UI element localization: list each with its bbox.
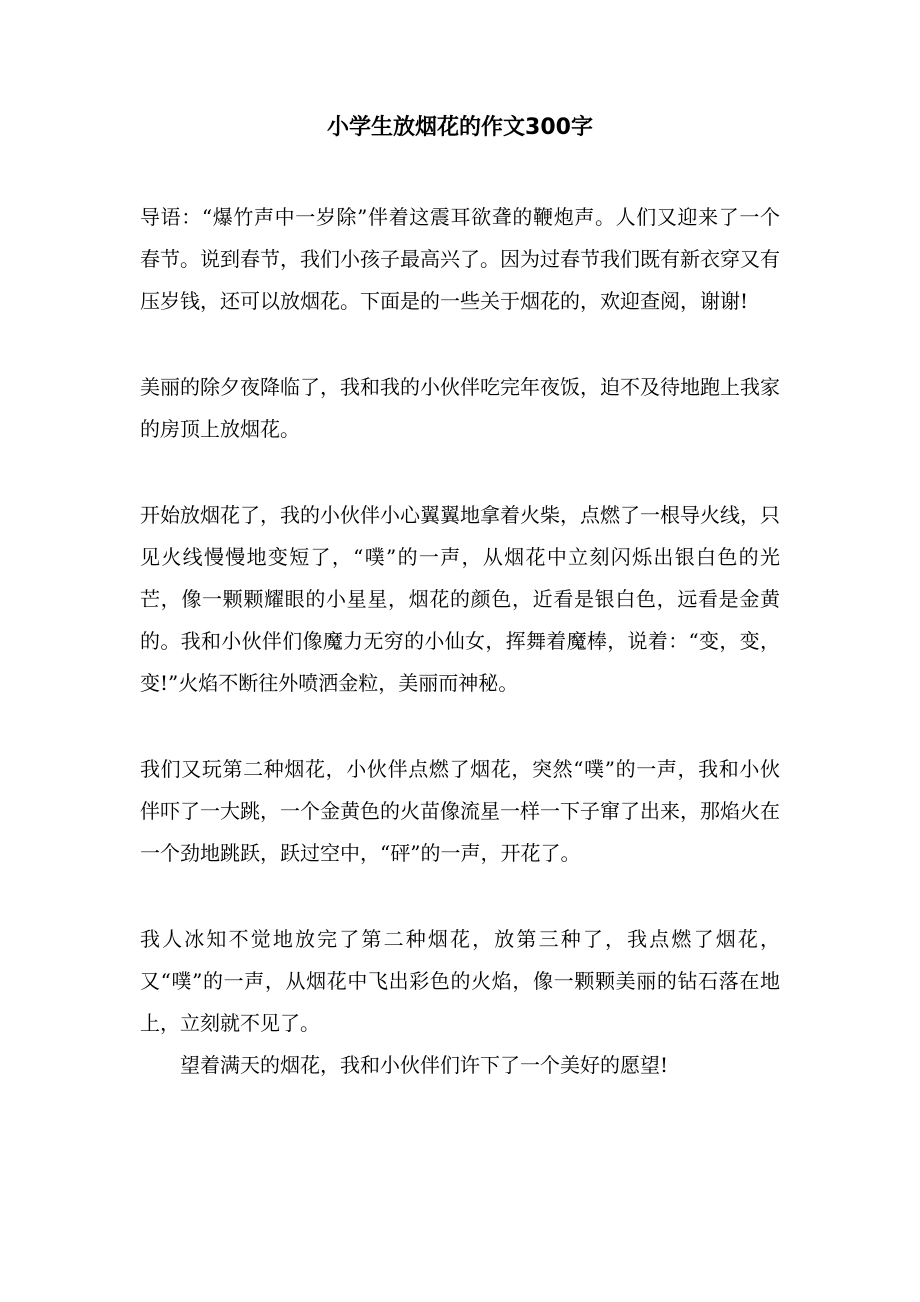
document-body: [140, 196, 780, 1086]
paragraph-intro: 导语：“爆竹声中一岁除”伴着这震耳欲聋的鞭炮声。人们又迎来了一个春节。说到春节，我们小孩子最高兴了。因为过春节我们既有新衣穿又有压岁钱，还可以放烟花。下面是的一些关于烟花的，欢迎查阅，谢谢!: [140, 205, 780, 313]
paragraph-third-firework: 我人冰知不觉地放完了第二种烟花，放第三种了，我点燃了烟花，又“噗”的一声，从烟花中飞出彩色的火焰，像一颗颗美丽的钻石落在地上，立刻就不见了。: [140, 927, 780, 1035]
paragraph-new-year-eve: 美丽的除夕夜降临了，我和我的小伙伴吃完年夜饭，迫不及待地跑上我家的房顶上放烟花。: [140, 375, 780, 441]
paragraph-wish: 望着满天的烟花，我和小伙伴们许下了一个美好的愿望!: [180, 1053, 669, 1077]
paragraph-first-firework: 开始放烟花了，我的小伙伴小心翼翼地拿着火柴，点燃了一根导火线，只见火线慢慢地变短了，“噗”的一声，从烟花中立刻闪烁出银白色的光芒，像一颗颗耀眼的小星星，烟花的颜色，近看是银白色，远看是金黄的。我和小伙伴们像魔力无穷的小仙女，挥舞着魔棒，说着：“变，变，变!”火焰不断往外喷洒金粒，美丽而神秘。: [140, 503, 780, 695]
document-title: 小学生放烟花的作文300字: [327, 115, 593, 140]
paragraph-second-firework: 我们又玩第二种烟花，小伙伴点燃了烟花，突然“噗”的一声，我和小伙伴吓了一大跳，一个金黄色的火苗像流星一样一下子窜了出来，那焰火在一个劲地跳跃，跃过空中，“砰”的一声，开花了。: [140, 757, 780, 865]
